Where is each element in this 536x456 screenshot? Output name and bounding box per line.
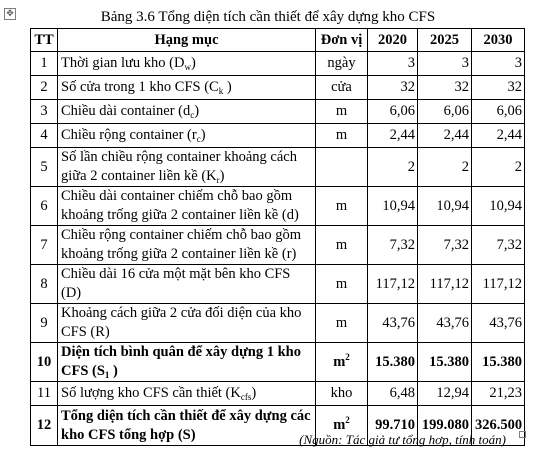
cell-item — [58, 265, 316, 304]
cell-2020 — [368, 52, 418, 76]
cell-tt — [31, 343, 58, 382]
cell-item-suffix: ) — [200, 127, 206, 143]
cell-2030-text: 2 — [514, 158, 522, 175]
cell-2020-text: 6,48 — [389, 385, 415, 401]
cell-2025-text: 117,12 — [429, 275, 469, 292]
cell-2025 — [418, 226, 472, 265]
cell-tt-text: 10 — [36, 353, 52, 370]
table-row — [31, 52, 525, 76]
cell-tt — [31, 304, 58, 343]
cell-tt — [31, 265, 58, 304]
cell-2020 — [368, 148, 418, 187]
cell-unit — [316, 226, 368, 265]
cell-2025 — [418, 100, 472, 124]
cell-item-suffix: ) — [219, 168, 225, 184]
cell-tt — [31, 406, 58, 446]
table-move-handle-icon[interactable]: ✥ — [4, 8, 16, 20]
cell-item — [58, 406, 316, 446]
cell-item-text: Số lần chiều rộng container khoảng cách giữa 2 container liền kề (K — [61, 149, 297, 184]
cell-2030-text: 326.500 — [475, 417, 523, 433]
table-row — [31, 76, 525, 100]
cell-unit — [316, 304, 368, 343]
cell-2025 — [418, 76, 472, 100]
cell-tt-text: 6 — [40, 197, 48, 214]
cell-tt — [31, 124, 58, 148]
cell-tt — [31, 382, 58, 406]
cell-2020-text: 2 — [407, 158, 415, 175]
table-row — [31, 100, 525, 124]
cell-item-subscript: w — [184, 62, 191, 72]
cell-2025 — [418, 124, 472, 148]
source-note: (Nguồn: Tác giả tự tổng hợp, tính toán) — [299, 432, 506, 447]
cell-unit-superscript: 2 — [345, 351, 350, 362]
cell-tt-text: 5 — [40, 158, 48, 175]
cell-2025 — [418, 187, 472, 226]
cell-2030 — [472, 148, 525, 187]
header-unit: Đơn vị — [316, 29, 368, 52]
cell-2025-text: 10,94 — [436, 197, 469, 214]
cell-unit-text: kho — [330, 385, 353, 401]
cell-unit-text: m — [335, 275, 348, 292]
cell-2020 — [368, 76, 418, 100]
cell-item — [58, 382, 316, 406]
cell-item — [58, 52, 316, 76]
cell-item-subscript: c — [190, 110, 195, 120]
cell-unit-text: m — [333, 417, 346, 433]
cell-item-subscript: k — [218, 86, 224, 96]
cell-2025-text: 7,32 — [443, 236, 469, 253]
header-2030: 2030 — [472, 29, 525, 52]
cell-2020 — [368, 226, 418, 265]
cell-item-subscript: r — [216, 175, 220, 185]
cell-2030 — [472, 226, 525, 265]
cell-unit — [316, 343, 368, 382]
cell-unit-text: m — [335, 197, 348, 214]
cell-2020-text: 32 — [400, 79, 415, 95]
cell-2025-text: 2 — [461, 158, 469, 175]
cell-2030-text: 21,23 — [489, 385, 522, 401]
table-row — [31, 343, 525, 382]
cell-2025 — [418, 52, 472, 76]
table-row — [31, 304, 525, 343]
cell-item-subscript: c — [196, 134, 201, 144]
cell-2020-text: 6,06 — [389, 103, 415, 119]
cell-tt-text: 4 — [40, 127, 48, 143]
table-resize-handle[interactable] — [519, 431, 526, 438]
cell-2025-text: 15.380 — [429, 353, 469, 370]
cell-tt-text: 7 — [40, 236, 48, 253]
cell-2025 — [418, 265, 472, 304]
cell-2020 — [368, 100, 418, 124]
cell-2020-text: 7,32 — [389, 236, 415, 253]
cell-unit — [316, 382, 368, 406]
cell-tt — [31, 187, 58, 226]
cell-unit — [316, 52, 368, 76]
cell-2020-text: 43,76 — [382, 314, 415, 331]
cell-2030 — [472, 265, 525, 304]
cell-2025-text: 6,06 — [443, 103, 469, 119]
cell-item-text: Chiều dài container chiếm chỗ bao gồm khoảng trống giữa 2 container liền kề (d) — [61, 188, 299, 223]
cell-unit — [316, 124, 368, 148]
cell-2030 — [472, 100, 525, 124]
header-2020: 2020 — [368, 29, 418, 52]
cell-2030 — [472, 304, 525, 343]
cell-2030 — [472, 124, 525, 148]
cell-unit — [316, 100, 368, 124]
cell-unit-text: m — [333, 353, 346, 370]
cell-tt — [31, 226, 58, 265]
cell-tt — [31, 100, 58, 124]
cell-unit-text: m — [335, 236, 348, 253]
table-row — [31, 382, 525, 406]
table-row — [31, 265, 525, 304]
cell-2025 — [418, 343, 472, 382]
cell-2025 — [418, 382, 472, 406]
cell-item — [58, 124, 316, 148]
cell-2030 — [472, 343, 525, 382]
cell-2025 — [418, 304, 472, 343]
cell-item-text: Chiều rộng container chiếm chỗ bao gồm khoảng trống giữa 2 container liền kề (r) — [61, 227, 301, 262]
cell-2020 — [368, 187, 418, 226]
cell-2020-text: 117,12 — [375, 275, 415, 292]
header-tt: TT — [31, 29, 58, 52]
cell-tt-text: 9 — [40, 314, 48, 331]
cell-item-text: Chiều dài container (d — [61, 103, 191, 119]
cell-2030-text: 6,06 — [496, 103, 522, 119]
cell-2020 — [368, 343, 418, 382]
cell-2030-text: 7,32 — [496, 236, 522, 253]
header-item: Hạng mục — [58, 29, 316, 52]
table-row — [31, 226, 525, 265]
cell-2025 — [418, 148, 472, 187]
cell-tt-text: 8 — [40, 275, 48, 292]
cell-unit-superscript: 2 — [345, 415, 350, 425]
cell-item-text: Thời gian lưu kho (D — [61, 55, 185, 71]
header-2025: 2025 — [418, 29, 472, 52]
cell-2020 — [368, 265, 418, 304]
cell-item — [58, 187, 316, 226]
cell-unit-text: m — [335, 127, 348, 143]
cell-item — [58, 148, 316, 187]
cell-item-text: Chiều rộng container (r — [61, 127, 197, 143]
cell-2030 — [472, 52, 525, 76]
cell-2025-text: 32 — [454, 79, 469, 95]
cell-2030-text: 117,12 — [482, 275, 522, 292]
cell-item-suffix: ) — [223, 79, 232, 95]
cell-2020-text: 3 — [407, 55, 415, 71]
cell-2020 — [368, 304, 418, 343]
cell-2025-text: 199.080 — [421, 417, 469, 433]
cell-2030-text: 10,94 — [489, 197, 522, 214]
table-row — [31, 124, 525, 148]
cell-tt — [31, 148, 58, 187]
cell-2030 — [472, 76, 525, 100]
cell-item-suffix: ) — [194, 103, 200, 119]
cell-item-suffix: ) — [109, 363, 118, 379]
cell-2020-text: 10,94 — [382, 197, 415, 214]
cell-item-suffix: ) — [251, 385, 257, 401]
cell-item-text: Tổng diện tích cần thiết để xây dựng các kho CFS tổng hợp (S) — [61, 407, 311, 443]
cell-tt-text: 1 — [40, 55, 48, 71]
cell-2025-text: 12,94 — [436, 385, 469, 401]
cell-tt-text: 12 — [36, 417, 52, 433]
table-row — [31, 187, 525, 226]
cell-2030-text: 15.380 — [482, 353, 522, 370]
cell-item-text: Chiều dài 16 cửa một mặt bên kho CFS (D) — [61, 266, 291, 301]
cell-tt-text: 11 — [37, 385, 51, 401]
cell-unit-text: cửa — [331, 79, 352, 95]
cell-unit — [316, 265, 368, 304]
cell-unit-text: ngày — [327, 55, 356, 71]
cell-2020-text: 2,44 — [389, 127, 415, 143]
table-caption: Bảng 3.6 Tổng diện tích cần thiết để xây dựng kho CFS — [100, 9, 436, 25]
cell-2030-text: 3 — [514, 55, 522, 71]
cell-item-suffix: ) — [190, 55, 196, 71]
cell-item — [58, 343, 316, 382]
cell-unit-text: m — [335, 103, 348, 119]
cell-unit — [316, 187, 368, 226]
cell-tt — [31, 52, 58, 76]
cell-2030 — [472, 382, 525, 406]
cfs-area-table — [30, 28, 525, 446]
cell-2030 — [472, 187, 525, 226]
cell-unit — [316, 76, 368, 100]
cell-2020 — [368, 382, 418, 406]
cell-item — [58, 226, 316, 265]
cell-item — [58, 100, 316, 124]
cell-tt — [31, 76, 58, 100]
cell-item-subscript: 1 — [104, 370, 110, 380]
cell-2025-text: 2,44 — [443, 127, 469, 143]
cell-item — [58, 76, 316, 100]
cell-2030-text: 43,76 — [489, 314, 522, 331]
cell-item — [58, 304, 316, 343]
cell-2025-text: 43,76 — [436, 314, 469, 331]
cell-2020-text: 15.380 — [375, 353, 415, 370]
cell-item-subscript: cfs — [240, 392, 252, 402]
cell-2030-text: 32 — [507, 79, 522, 95]
cell-unit-text: m — [335, 314, 348, 331]
cell-item-text: Diện tích bình quân để xây dựng 1 kho CFS (S — [61, 344, 301, 379]
table-header-row — [31, 29, 525, 52]
cell-tt-text: 3 — [40, 103, 48, 119]
cell-item-text: Khoảng cách giữa 2 cửa đối diện của kho CFS (R) — [61, 305, 302, 340]
cell-tt-text: 2 — [40, 79, 48, 95]
cell-item-text: Số cửa trong 1 kho CFS (C — [61, 79, 219, 95]
cell-item-text: Số lượng kho CFS cần thiết (K — [61, 385, 241, 401]
cell-2025-text: 3 — [461, 55, 469, 71]
cell-unit — [316, 148, 368, 187]
cell-2020 — [368, 124, 418, 148]
cell-2020-text: 99.710 — [375, 417, 415, 433]
table-row — [31, 148, 525, 187]
cell-2030-text: 2,44 — [496, 127, 522, 143]
